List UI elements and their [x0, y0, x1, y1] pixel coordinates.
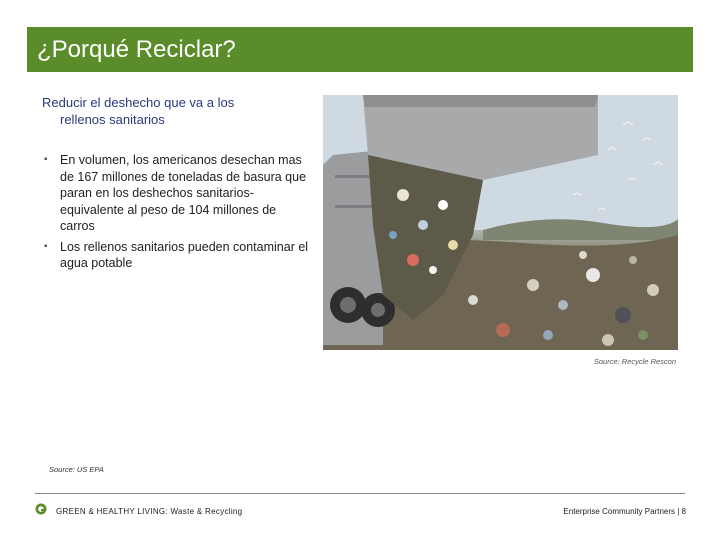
bullet-list	[42, 152, 312, 276]
footer-page-label: Enterprise Community Partners | 8	[563, 507, 686, 516]
footer-divider	[35, 493, 685, 494]
title-bar	[27, 27, 693, 72]
data-source-note: Source: US EPA	[49, 465, 104, 474]
bullet-text: En volumen, los americanos desechan mas de 167 millones de toneladas de basura que paran en los deshechos sanitarios- equivalente al peso de 104 millones de carros	[60, 153, 307, 233]
footer-topic-label: GREEN & HEALTHY LIVING: Waste & Recycling	[56, 507, 243, 516]
bullet-icon: ▪	[44, 240, 48, 252]
photo-source-caption: Source: Recycle Rescon	[593, 357, 676, 366]
slide-title: ¿Porqué Reciclar?	[37, 36, 236, 63]
enterprise-logo-icon	[35, 503, 47, 515]
bullet-item	[42, 239, 312, 272]
subheading-line-2: rellenos sanitarios	[60, 112, 165, 127]
subheading-line-1: Reducir el deshecho que va a los	[42, 95, 235, 110]
bullet-item	[42, 152, 312, 235]
landfill-photo-illustration	[323, 95, 678, 350]
bullet-text: Los rellenos sanitarios pueden contaminar el agua potable	[60, 239, 309, 270]
subheading	[42, 94, 292, 128]
landfill-garbage-truck-photo	[323, 95, 678, 350]
bullet-icon: ▪	[44, 154, 48, 165]
